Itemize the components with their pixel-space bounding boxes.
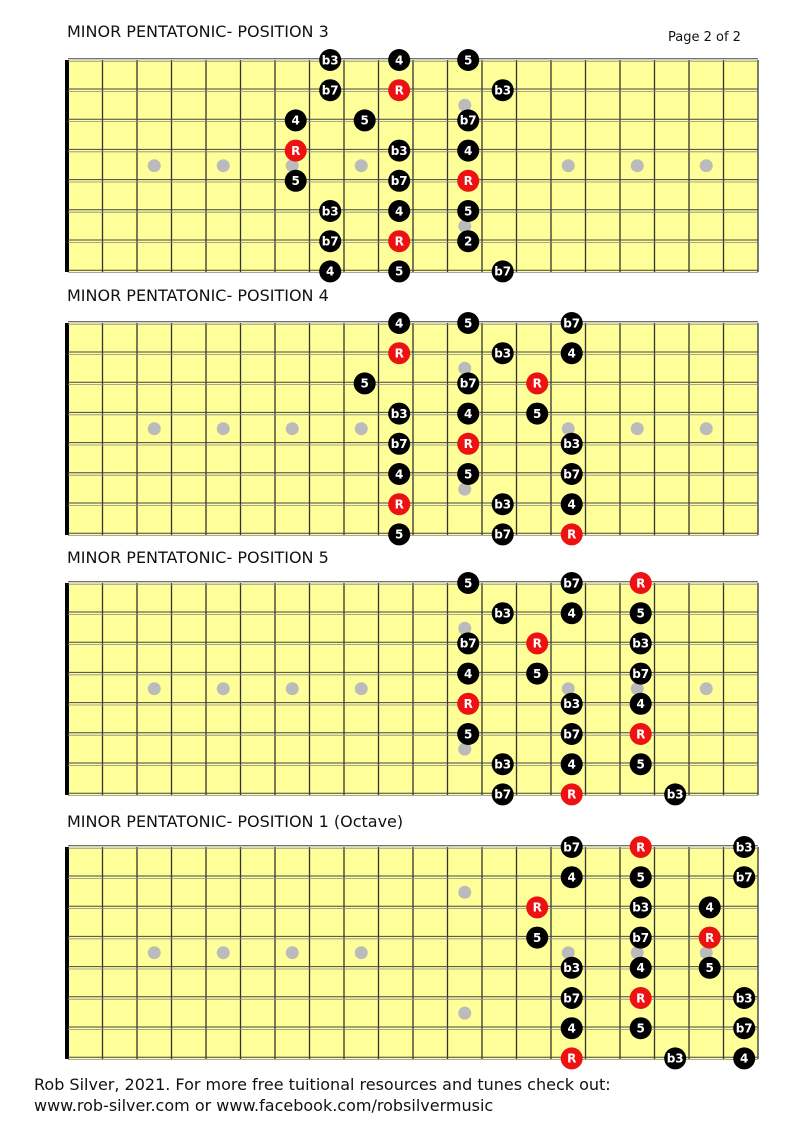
note-label: b7 — [563, 840, 581, 855]
note-label: b7 — [459, 376, 477, 391]
scale-note-marker — [561, 463, 583, 485]
scale-note-marker — [664, 783, 686, 805]
note-label: b3 — [321, 53, 339, 68]
scale-note-marker — [561, 1017, 583, 1039]
root-note-marker — [630, 987, 652, 1009]
fret-inlay-double — [458, 1007, 471, 1020]
scale-note-marker — [492, 602, 514, 624]
scale-note-marker — [388, 140, 410, 162]
note-label: b7 — [632, 666, 650, 681]
note-label: b3 — [390, 406, 408, 421]
note-label: 4 — [567, 1021, 576, 1036]
note-label: R — [463, 697, 473, 712]
note-label: b3 — [632, 636, 650, 651]
note-label: b3 — [563, 697, 581, 712]
note-label: 5 — [464, 727, 473, 742]
note-label: 5 — [464, 53, 473, 68]
note-label: 5 — [705, 961, 714, 976]
scale-note-marker — [733, 1047, 755, 1069]
scale-note-marker — [561, 342, 583, 364]
fret-inlay — [700, 159, 713, 172]
root-note-marker — [630, 836, 652, 858]
root-note-marker — [388, 230, 410, 252]
note-label: R — [636, 991, 646, 1006]
note-label: 5 — [360, 113, 369, 128]
note-label: b3 — [666, 787, 684, 802]
note-label: 5 — [636, 606, 645, 621]
fret-inlay — [217, 422, 230, 435]
note-label: 4 — [740, 1051, 749, 1066]
note-label: b7 — [494, 264, 512, 279]
note-label: R — [636, 576, 646, 591]
scale-note-marker — [561, 957, 583, 979]
scale-note-marker — [457, 632, 479, 654]
scale-note-marker — [526, 927, 548, 949]
note-label: 4 — [395, 467, 404, 482]
note-label: R — [394, 497, 404, 512]
note-label: 5 — [533, 406, 542, 421]
note-label: b3 — [666, 1051, 684, 1066]
scale-note-marker — [492, 753, 514, 775]
note-label: b7 — [563, 576, 581, 591]
scale-note-marker — [457, 200, 479, 222]
scale-note-marker — [630, 632, 652, 654]
note-label: b7 — [459, 113, 477, 128]
fretboard-diagram-position-4 — [60, 308, 766, 542]
fret-inlay — [355, 422, 368, 435]
note-label: b7 — [494, 787, 512, 802]
fret-inlay — [286, 946, 299, 959]
note-label: 4 — [567, 497, 576, 512]
root-note-marker — [561, 523, 583, 545]
root-note-marker — [630, 723, 652, 745]
scale-note-marker — [561, 987, 583, 1009]
scale-note-marker — [457, 372, 479, 394]
fret-inlay — [631, 422, 644, 435]
scale-note-marker — [699, 957, 721, 979]
note-label: b3 — [563, 437, 581, 452]
note-label: R — [463, 174, 473, 189]
scale-note-marker — [561, 723, 583, 745]
scale-note-marker — [319, 79, 341, 101]
scale-note-marker — [319, 230, 341, 252]
scale-note-marker — [319, 260, 341, 282]
note-label: 4 — [326, 264, 335, 279]
root-note-marker — [526, 372, 548, 394]
note-label: b7 — [321, 83, 339, 98]
page-number: Page 2 of 2 — [668, 30, 741, 45]
scale-note-marker — [630, 927, 652, 949]
footer-credit-line: Rob Silver, 2021. For more free tuitional resources and tunes check out: — [34, 1075, 611, 1094]
note-label: 5 — [395, 264, 404, 279]
note-label: b3 — [563, 961, 581, 976]
note-label: b7 — [563, 316, 581, 331]
note-label: R — [463, 437, 473, 452]
diagram-title-position-4: MINOR PENTATONIC- POSITION 4 — [67, 286, 329, 305]
fretboard-diagram-position-5 — [60, 568, 766, 802]
scale-note-marker — [388, 523, 410, 545]
fret-inlay — [217, 682, 230, 695]
scale-note-marker — [457, 463, 479, 485]
note-label: R — [705, 930, 715, 945]
note-label: b7 — [459, 636, 477, 651]
scale-note-marker — [354, 372, 376, 394]
root-note-marker — [526, 896, 548, 918]
note-label: b7 — [563, 467, 581, 482]
scale-note-marker — [457, 140, 479, 162]
scale-note-marker — [388, 200, 410, 222]
note-label: 5 — [395, 527, 404, 542]
root-note-marker — [526, 632, 548, 654]
note-label: 5 — [291, 174, 300, 189]
root-note-marker — [388, 342, 410, 364]
scale-note-marker — [388, 312, 410, 334]
scale-note-marker — [699, 896, 721, 918]
fret-inlay — [217, 159, 230, 172]
root-note-marker — [561, 1047, 583, 1069]
note-label: 4 — [567, 870, 576, 885]
note-label: b7 — [735, 1021, 753, 1036]
note-label: R — [567, 1051, 577, 1066]
root-note-marker — [457, 433, 479, 455]
note-label: 4 — [567, 346, 576, 361]
scale-note-marker — [457, 230, 479, 252]
scale-note-marker — [561, 836, 583, 858]
fret-inlay — [217, 946, 230, 959]
note-label: 2 — [464, 234, 473, 249]
scale-note-marker — [561, 493, 583, 515]
note-label: R — [394, 234, 404, 249]
note-label: b3 — [494, 83, 512, 98]
note-label: b7 — [321, 234, 339, 249]
scale-note-marker — [457, 49, 479, 71]
note-label: b3 — [494, 346, 512, 361]
fret-inlay — [355, 159, 368, 172]
note-label: 4 — [395, 53, 404, 68]
note-label: b7 — [632, 930, 650, 945]
root-note-marker — [561, 783, 583, 805]
note-label: 4 — [567, 757, 576, 772]
scale-note-marker — [630, 957, 652, 979]
note-label: 4 — [464, 666, 473, 681]
scale-note-marker — [561, 602, 583, 624]
note-label: b7 — [494, 527, 512, 542]
note-label: R — [567, 787, 577, 802]
scale-note-marker — [733, 987, 755, 1009]
note-label: 4 — [395, 204, 404, 219]
scale-note-marker — [526, 403, 548, 425]
note-label: 5 — [533, 666, 542, 681]
scale-note-marker — [561, 312, 583, 334]
scale-note-marker — [457, 312, 479, 334]
fret-inlay — [355, 682, 368, 695]
scale-note-marker — [492, 783, 514, 805]
fret-inlay — [562, 159, 575, 172]
note-label: R — [567, 527, 577, 542]
fret-inlay — [148, 422, 161, 435]
note-label: b7 — [735, 870, 753, 885]
note-label: R — [636, 840, 646, 855]
fretboard-diagram-position-3 — [60, 45, 766, 279]
scale-note-marker — [492, 523, 514, 545]
scale-note-marker — [457, 723, 479, 745]
root-note-marker — [388, 79, 410, 101]
fret-inlay — [355, 946, 368, 959]
fret-inlay — [286, 682, 299, 695]
scale-note-marker — [561, 572, 583, 594]
fret-inlay — [148, 159, 161, 172]
note-label: b7 — [390, 174, 408, 189]
scale-note-marker — [457, 572, 479, 594]
scale-note-marker — [354, 109, 376, 131]
note-label: b3 — [735, 840, 753, 855]
scale-note-marker — [526, 663, 548, 685]
scale-note-marker — [457, 109, 479, 131]
root-note-marker — [285, 140, 307, 162]
note-label: b3 — [494, 757, 512, 772]
note-label: 4 — [705, 900, 714, 915]
scale-note-marker — [285, 109, 307, 131]
scale-note-marker — [630, 693, 652, 715]
note-label: 5 — [464, 316, 473, 331]
note-label: 4 — [464, 143, 473, 158]
footer-links-line: www.rob-silver.com or www.facebook.com/robsilvermusic — [34, 1096, 494, 1115]
scale-note-marker — [733, 836, 755, 858]
footer — [34, 1074, 611, 1116]
scale-note-marker — [285, 170, 307, 192]
scale-note-marker — [388, 433, 410, 455]
diagram-title-position-3: MINOR PENTATONIC- POSITION 3 — [67, 22, 329, 41]
scale-note-marker — [388, 260, 410, 282]
note-label: b3 — [632, 900, 650, 915]
note-label: R — [394, 83, 404, 98]
note-label: b3 — [494, 606, 512, 621]
note-label: 5 — [360, 376, 369, 391]
note-label: b3 — [321, 204, 339, 219]
note-label: 4 — [567, 606, 576, 621]
scale-note-marker — [457, 403, 479, 425]
note-label: b3 — [735, 991, 753, 1006]
fret-inlay — [148, 682, 161, 695]
scale-note-marker — [733, 1017, 755, 1039]
scale-note-marker — [561, 753, 583, 775]
scale-note-marker — [630, 1017, 652, 1039]
note-label: b3 — [494, 497, 512, 512]
note-label: 4 — [636, 961, 645, 976]
note-label: 4 — [395, 316, 404, 331]
scale-note-marker — [388, 463, 410, 485]
scale-note-marker — [733, 866, 755, 888]
note-label: 5 — [636, 757, 645, 772]
note-label: b7 — [563, 991, 581, 1006]
scale-note-marker — [630, 663, 652, 685]
root-note-marker — [388, 493, 410, 515]
fret-inlay — [631, 159, 644, 172]
fret-inlay — [286, 422, 299, 435]
root-note-marker — [457, 170, 479, 192]
note-label: b3 — [390, 143, 408, 158]
note-label: R — [394, 346, 404, 361]
scale-note-marker — [388, 170, 410, 192]
scale-note-marker — [630, 602, 652, 624]
note-label: R — [291, 143, 301, 158]
root-note-marker — [457, 693, 479, 715]
fret-inlay — [148, 946, 161, 959]
scale-note-marker — [630, 753, 652, 775]
note-label: 4 — [464, 406, 473, 421]
note-label: R — [532, 636, 542, 651]
note-label: 5 — [464, 204, 473, 219]
scale-note-marker — [561, 866, 583, 888]
note-label: b7 — [563, 727, 581, 742]
scale-note-marker — [630, 896, 652, 918]
scale-note-marker — [457, 663, 479, 685]
fretboard-diagram-position-1-octave — [60, 832, 766, 1066]
fret-inlay — [700, 422, 713, 435]
fret-inlay — [700, 682, 713, 695]
scale-note-marker — [630, 866, 652, 888]
note-label: 4 — [636, 697, 645, 712]
fret-inlay-double — [458, 886, 471, 899]
note-label: 5 — [533, 930, 542, 945]
note-label: 5 — [464, 467, 473, 482]
note-label: 5 — [636, 1021, 645, 1036]
scale-note-marker — [319, 200, 341, 222]
note-label: b7 — [390, 437, 408, 452]
note-label: 4 — [291, 113, 300, 128]
scale-note-marker — [388, 403, 410, 425]
note-label: R — [532, 376, 542, 391]
note-label: 5 — [464, 576, 473, 591]
note-label: 5 — [636, 870, 645, 885]
diagram-title-position-1-octave: MINOR PENTATONIC- POSITION 1 (Octave) — [67, 812, 404, 831]
note-label: R — [532, 900, 542, 915]
scale-note-marker — [492, 342, 514, 364]
root-note-marker — [699, 927, 721, 949]
scale-note-marker — [561, 693, 583, 715]
scale-note-marker — [319, 49, 341, 71]
scale-note-marker — [561, 433, 583, 455]
scale-note-marker — [492, 260, 514, 282]
scale-note-marker — [492, 493, 514, 515]
diagram-title-position-5: MINOR PENTATONIC- POSITION 5 — [67, 548, 329, 567]
scale-note-marker — [492, 79, 514, 101]
root-note-marker — [630, 572, 652, 594]
scale-note-marker — [664, 1047, 686, 1069]
note-label: R — [636, 727, 646, 742]
scale-note-marker — [388, 49, 410, 71]
